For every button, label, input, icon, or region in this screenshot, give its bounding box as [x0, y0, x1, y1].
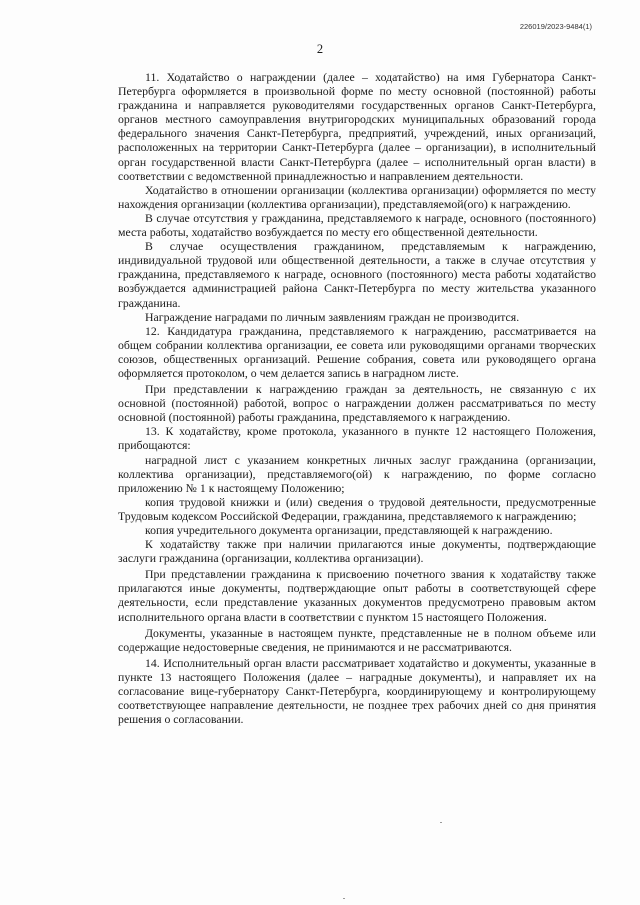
paragraph-11: 11. Ходатайство о награждении (далее – ходатайство) на имя Губернатора Санкт-Петербурга оформляется в произвольной форме по месту основной (постоянной) работы гражданина и направляется руководителями государственных органов Санкт-Петербурга, органов местного самоуправления внутригородских муниципальных образований города федерального значения Санкт-Петербурга, предприятий, учреждений, иных организаций, расположенных на территории Санкт-Петербурга (далее – организации), в исполнительный орган государственной власти Санкт-Петербурга (далее – исполнительный орган власти) в соответствии с ведомственной принадлежностью и направлением деятельности.: [118, 70, 596, 183]
paragraph-13: 13. К ходатайству, кроме протокола, указанного в пункте 12 настоящего Положения, прибощаются:: [118, 424, 596, 453]
scan-speck: [343, 898, 345, 899]
document-registration-number: 226019/2023-9484(1): [519, 22, 592, 31]
scan-speck: [440, 822, 442, 823]
document-body: [118, 70, 596, 726]
paragraph-12: 12. Кандидатура гражданина, представляемого к награждению, рассматривается на общем собрании коллектива организации, ее совета или руководящими органами творческих союзов, общественных организаций. Решение собрания, совета или руководящего органа оформляется протоколом, о чем делается запись в наградном листе.: [118, 323, 596, 380]
list-item: копия трудовой книжки и (или) сведения о трудовой деятельности, предусмотренные Трудовым кодексом Российской Федерации, гражданина, представляемого к награждению;: [118, 494, 596, 523]
paragraph: В случае отсутствия у гражданина, представляемого к награде, основного (постоянного) места работы, ходатайство возбуждается по месту его общественной деятельности.: [118, 210, 596, 240]
paragraph: Ходатайство в отношении организации (коллектива организации) оформляется по месту нахождения организации (коллектива организации), представляемой(ого) к награждению.: [118, 182, 596, 211]
paragraph: К ходатайству также при наличии прилагаются иные документы, подтверждающие заслуги гражданина (организации, коллектива организации).: [118, 537, 596, 566]
paragraph: При представлении гражданина к присвоению почетного звания к ходатайству также прилагаются иные документы, подтверждающие опыт работы в соответствующей сфере деятельности, если представление указанных документов предусмотрено правовым актом исполнительного органа власти в соответствии с пунктом 15 настоящего Положения.: [118, 567, 596, 624]
paragraph: Документы, указанные в настоящем пункте, представленные не в полном объеме или содержащие недостоверные сведения, не принимаются и не рассматриваются.: [118, 625, 596, 654]
paragraph: Награждение наградами по личным заявлениям граждан не производится.: [145, 309, 520, 324]
paragraph: При представлении к награждению граждан за деятельность, не связанную с их основной (постоянной) работой, вопрос о награждении должен рассматриваться по месту основной (постоянной) работы гражданина, представляемого к награждению.: [118, 382, 596, 425]
list-item: копия учредительного документа организации, представляющей к награждению.: [145, 523, 553, 537]
paragraph-14: 14. Исполнительный орган власти рассматривает ходатайство и документы, указанные в пункте 13 настоящего Положения (далее – наградные документы), и направляет их на согласование вице-губернатору Санкт-Петербурга, координирующему и контролирующему соответствующее направление деятельности, не позднее трех рабочих дней со дня принятия решения о согласовании.: [118, 655, 596, 727]
paragraph: В случае осуществления гражданином, представляемым к награждению, индивидуальной трудовой или общественной деятельности, а также в случае отсутствия у гражданина, представляемого к награде, основного (постоянного) места работы ходатайство возбуждается администрацией района Санкт-Петербурга по месту жительства указанного гражданина.: [118, 239, 596, 310]
list-item: наградной лист с указанием конкретных личных заслуг гражданина (организации, коллектива организации), представляемого(ой) к награждению, по форме согласно приложению № 1 к настоящему Положению;: [118, 452, 596, 495]
page-number: 2: [316, 42, 324, 56]
